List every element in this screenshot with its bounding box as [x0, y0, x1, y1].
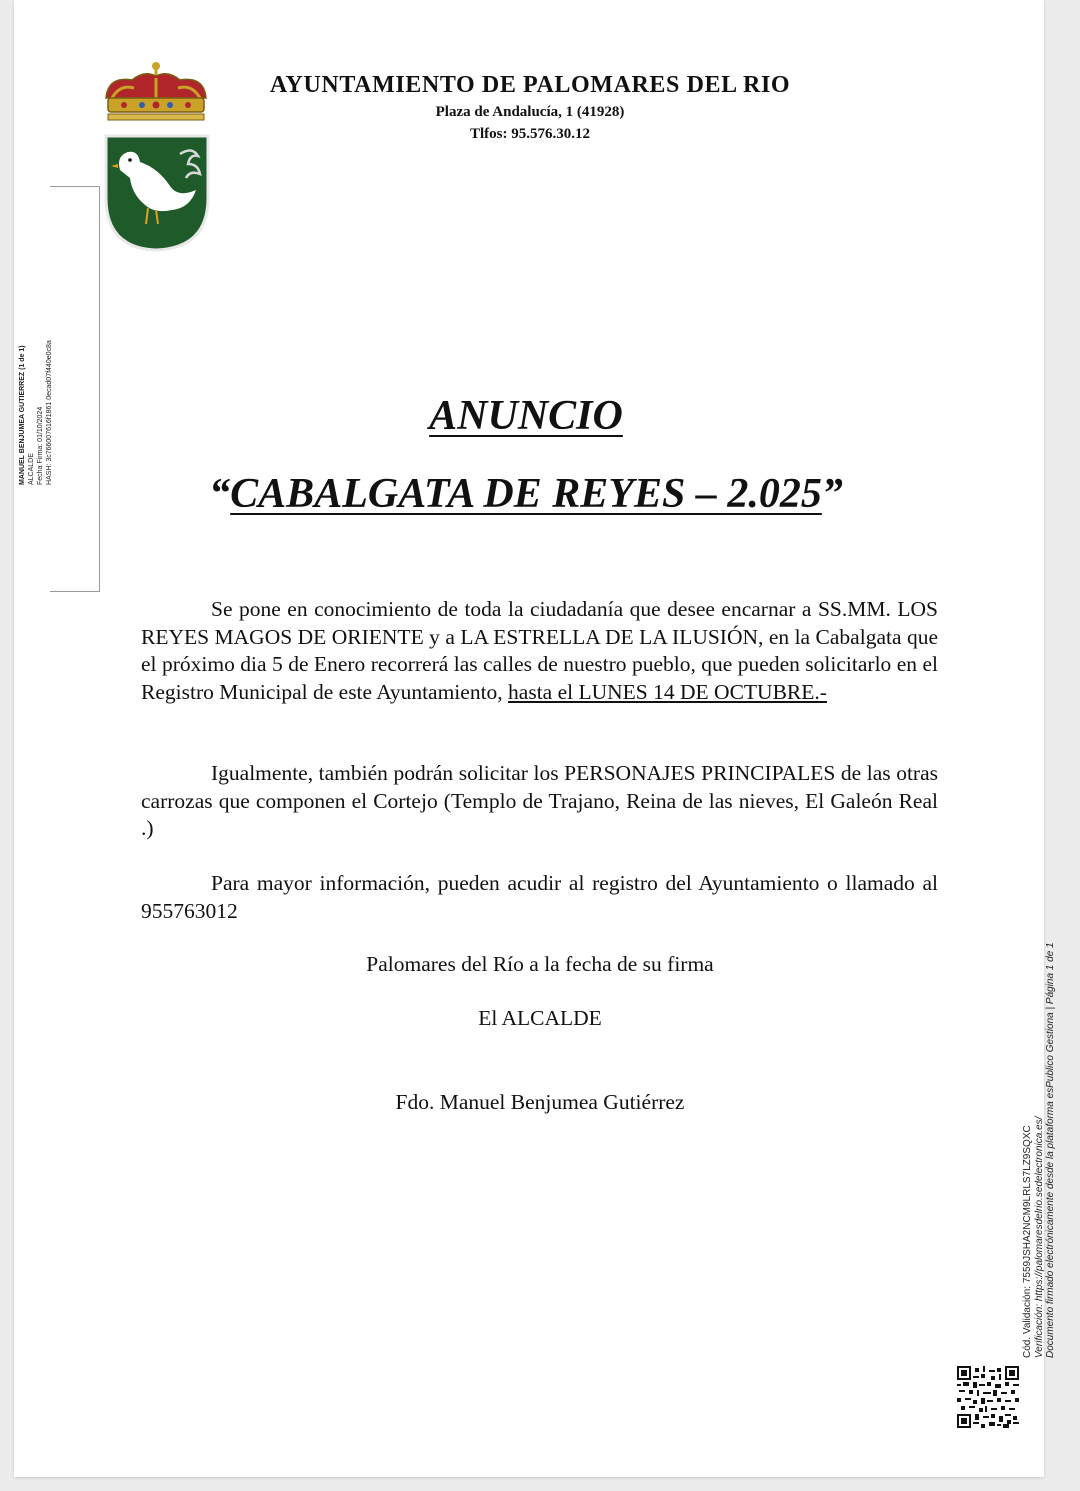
- announcement-subheading: [0, 470, 1052, 518]
- organization-address: Plaza de Andalucía, 1 (41928): [435, 104, 625, 120]
- coat-of-arms-icon: [98, 58, 214, 254]
- paragraph-2: Igualmente, también podrán solicitar los PERSONAJES PRINCIPALES de las otras carrozas que componen el Cortejo (Templo de Trajano, Reina de las nieves, El Galeón Real .): [141, 761, 938, 840]
- open-quote: “: [209, 471, 231, 517]
- place-date: Palomares del Río a la fecha de su firma: [366, 952, 714, 976]
- verification-footer: [1022, 942, 1057, 1358]
- signer-title: El ALCALDE: [478, 1006, 602, 1030]
- crown-icon: [106, 62, 206, 120]
- paragraph-1: Se pone en conocimiento de toda la ciudadanía que desee encarnar a SS.MM. LOS REYES MAGOS DE ORIENTE y a LA ESTRELLA DE LA ILUSIÓN, en la Cabalgata que el próximo dia 5 de Enero recorrerá las calles de nuestro pueblo, que pueden solicitarlo en el Registro Municipal de este Ayuntamiento, hasta el LUNES 14 DE OCTUBRE.-: [141, 597, 938, 704]
- deadline-text: hasta el LUNES 14 DE OCTUBRE.-: [508, 679, 827, 704]
- announcement-heading: ANUNCIO: [429, 393, 623, 439]
- signer-role: ALCALDE: [28, 453, 35, 485]
- signer-line: MANUEL BENJUMEA GUTIERREZ (1 de 1): [19, 345, 26, 485]
- letterhead: [230, 72, 830, 143]
- close-quote: ”: [821, 471, 843, 517]
- validation-code: Cód. Validación: 7559JSHA2NCM9LRLS7LZ9SQXC: [1022, 1125, 1033, 1358]
- qr-code-icon: [957, 1366, 1019, 1428]
- verification-url: Verificación: https://palomaresdelrio.sedelectronica.es/: [1033, 1116, 1045, 1358]
- paragraph-3: Para mayor información, pueden acudir al registro del Ayuntamiento o llamado al 955763012: [141, 871, 938, 923]
- signature-hash: HASH: 3c766007616f1861 0ecad07f440e0c8a: [46, 340, 53, 485]
- signature-stamp: [19, 186, 100, 592]
- signature-date: Fecha Firma: 01/10/2024: [37, 406, 44, 485]
- event-title: CABALGATA DE REYES – 2.025: [230, 471, 822, 517]
- organization-name: AYUNTAMIENTO DE PALOMARES DEL RIO: [269, 72, 791, 98]
- organization-phone: Tlfos: 95.576.30.12: [470, 126, 590, 142]
- signed-by: Fdo. Manuel Benjumea Gutiérrez: [395, 1090, 685, 1114]
- platform-note: Documento firmado electrónicamente desde la plataforma esPublico Gestiona | Página 1 de 1: [1045, 942, 1056, 1358]
